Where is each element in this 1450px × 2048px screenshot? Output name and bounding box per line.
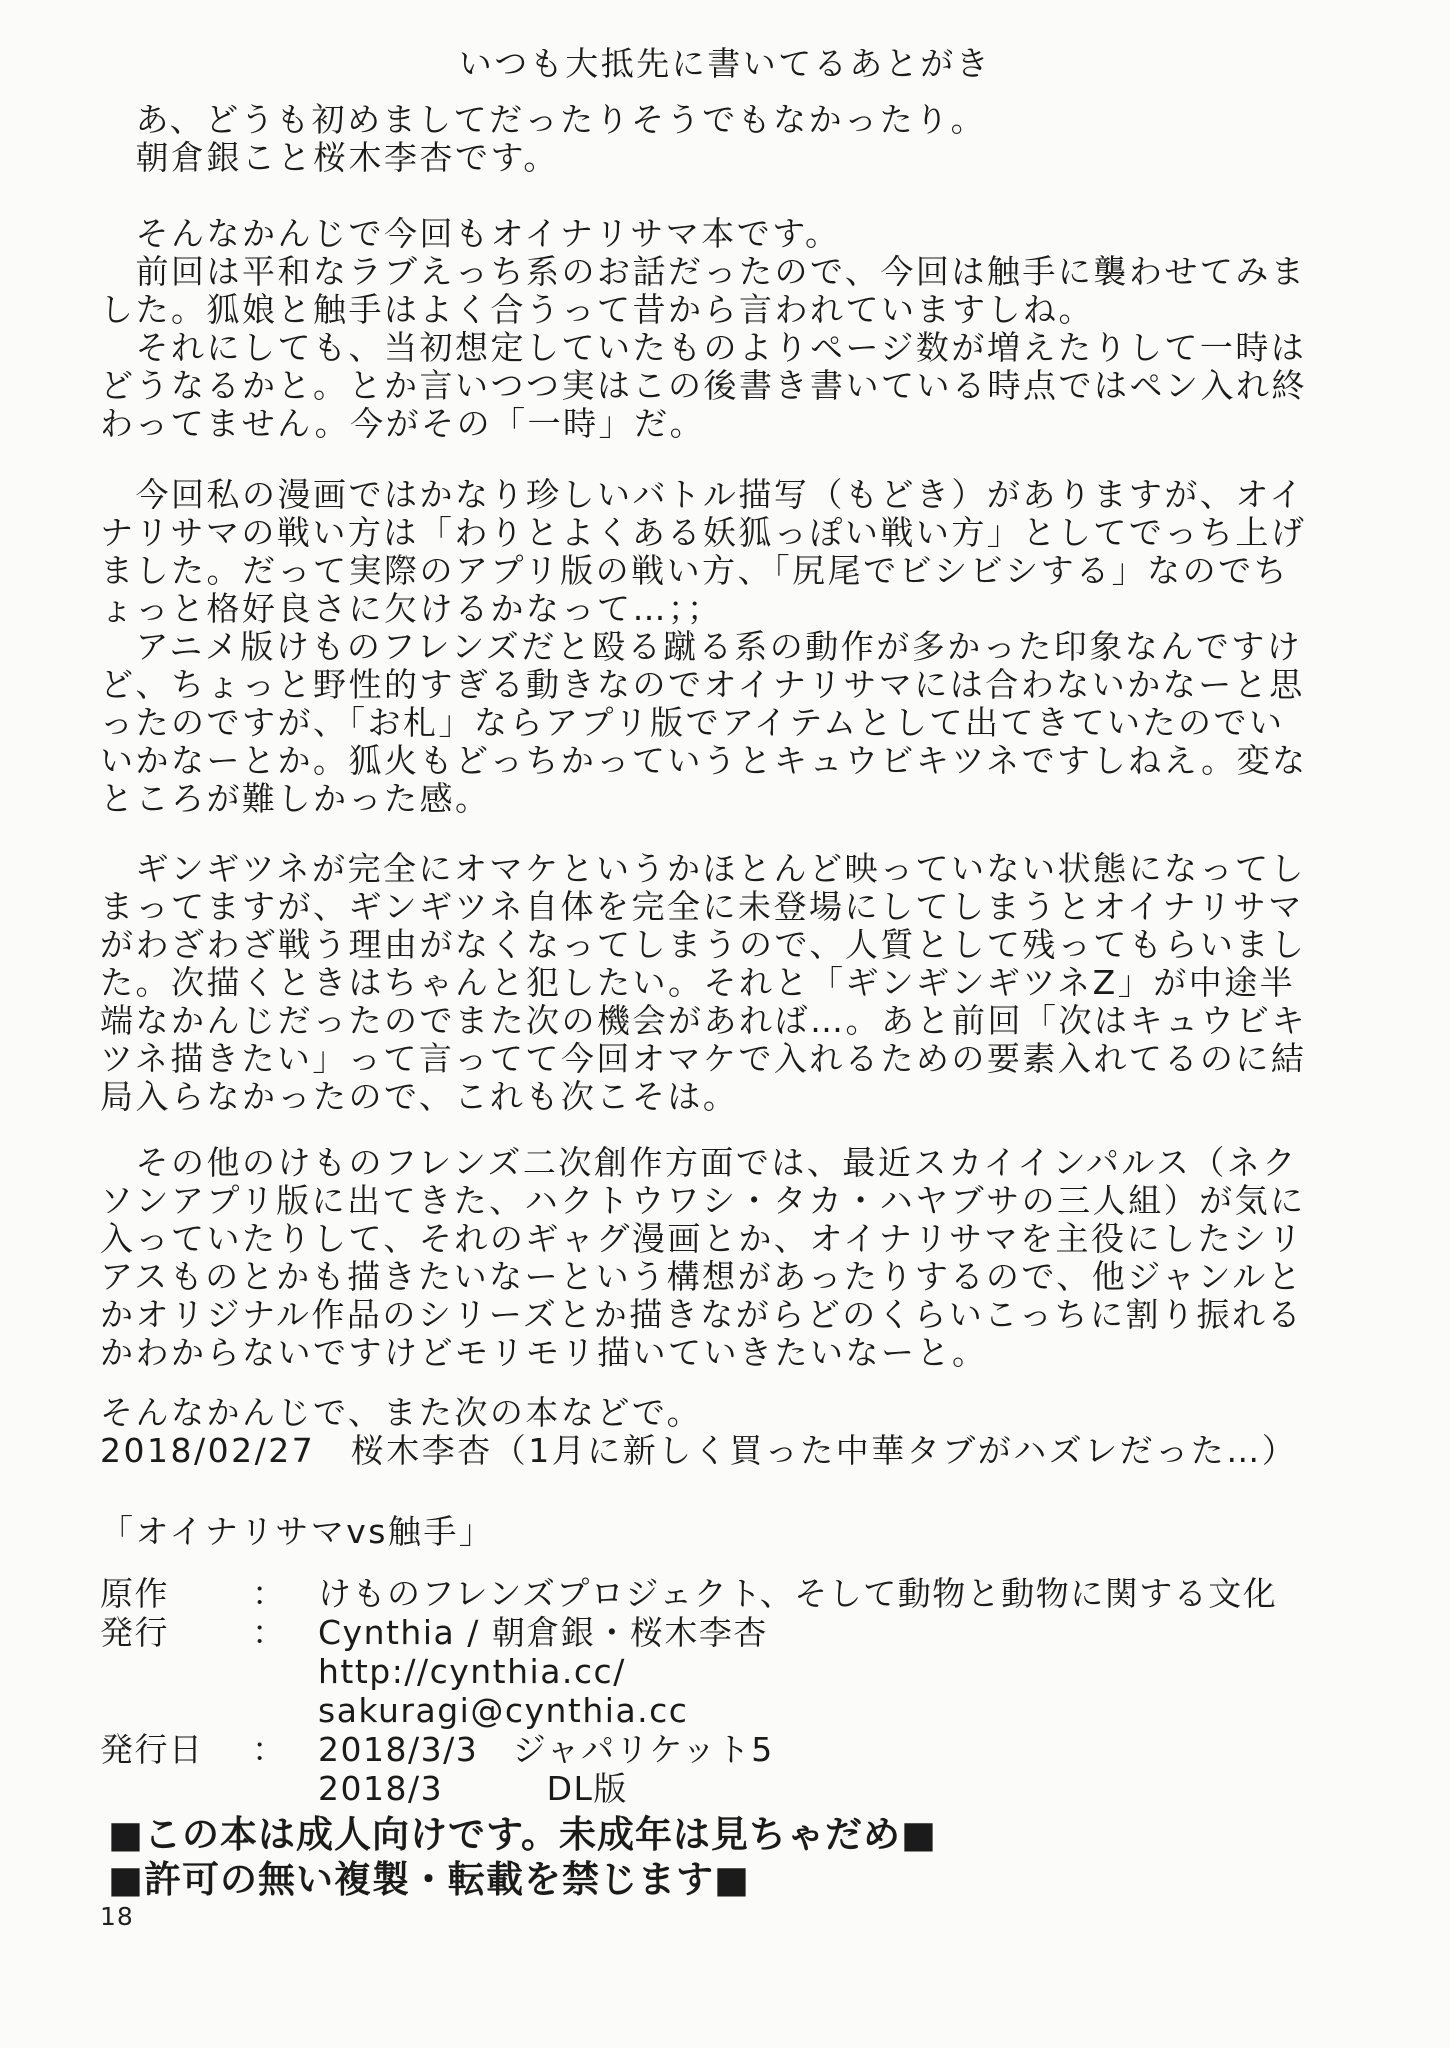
colophon-value: 2018/3/3 ジャパリケット5 — [318, 1730, 774, 1769]
paragraph-gingitsune — [100, 850, 1380, 1116]
text-line: どうなるかと。とか言いつつ実はこの後書き書いている時点ではペン入れ終 — [100, 366, 1307, 405]
colophon-label: 発行日 — [100, 1730, 204, 1769]
colophon-colon — [252, 1769, 318, 1808]
text-line: した。狐娘と触手はよく合うって昔から言われていますしね。 — [100, 290, 1094, 329]
text-line: あ、どうも初めましてだったりそうでもなかったり。 — [100, 100, 987, 139]
text-line: がわざわざ戦う理由がなくなってしまうので、人質として残ってもらいまし — [100, 925, 1307, 964]
page-title: いつも大抵先に書いてるあとがき — [458, 44, 992, 83]
text-line: そんなかんじで今回もオイナリサマ本です。 — [100, 214, 841, 253]
email-address: sakuragi@cynthia.cc — [318, 1691, 689, 1730]
paragraph-closing — [100, 1394, 1380, 1470]
colophon-label: 発行 — [100, 1613, 169, 1652]
text-line: ツネ描きたい」って言ってて今回オマケで入れるための要素入れてるのに結 — [100, 1039, 1307, 1078]
paragraph-future-plans — [100, 1144, 1380, 1372]
paragraph-book-intro — [100, 215, 1380, 443]
colophon-row-email — [100, 1691, 1380, 1730]
colophon-row-publication-date — [100, 1730, 1380, 1769]
colophon-label — [100, 1769, 252, 1808]
colophon-label: 原作 — [100, 1574, 169, 1613]
colophon-value: Cynthia / 朝倉銀・桜木李杏 — [318, 1613, 768, 1652]
text-line: ました。だって実際のアプリ版の戦い方、「尻尾でビシビシする」なのでち — [100, 551, 1290, 590]
paragraph-greeting — [100, 101, 1380, 177]
colophon-label — [100, 1691, 252, 1730]
paragraph-battle-notes — [100, 476, 1380, 818]
text-line: 端なかんじだったのでまた次の機会があれば…。あと前回「次はキュウビキ — [100, 1001, 1307, 1040]
text-line: いかなーとか。狐火もどっちかっていうとキュウビキツネですしねえ。変な — [100, 741, 1308, 780]
text-line: ところが難しかった感。 — [100, 779, 491, 818]
text-line: ナリサマの戦い方は「わりとよくある妖狐っぽい戦い方」としてでっち上げ — [100, 513, 1307, 552]
text-line: かわからないですけどモリモリ描いていきたいなーと。 — [100, 1333, 988, 1372]
colophon-value: けものフレンズプロジェクト、そして動物と動物に関する文化 — [318, 1574, 1278, 1613]
colophon-colon: ： — [252, 1730, 287, 1769]
colophon-colon — [252, 1652, 318, 1691]
text-line: 朝倉銀こと桜木李杏です。 — [100, 138, 559, 177]
colophon-value: 2018/3 DL版 — [318, 1769, 628, 1808]
text-line: わってません。今がその「一時」だ。 — [100, 404, 706, 443]
page-number: 18 — [100, 1902, 134, 1931]
text-line: それにしても、当初想定していたものよりページ数が増えたりして一時は — [100, 328, 1307, 367]
text-line: 前回は平和なラブえっち系のお話だったので、今回は触手に襲わせてみま — [100, 252, 1307, 291]
copyright-notice: ■許可の無い複製・転載を禁じます■ — [108, 1858, 750, 1901]
website-url: http://cynthia.cc/ — [318, 1652, 626, 1691]
text-line: アニメ版けものフレンズだと殴る蹴る系の動作が多かった印象なんですけ — [100, 627, 1303, 666]
closing-date-signature: 2018/02/27 桜木李杏（1月に新しく買った中華タブがハズレだった…） — [100, 1431, 1298, 1470]
text-line: かオリジナル作品のシリーズとか描きながらどのくらいこっちに割り振れる — [100, 1295, 1304, 1334]
text-line: 今回私の漫画ではかなり珍しいバトル描写（もどき）がありますが、オイ — [100, 475, 1305, 514]
text-line: た。次描くときはちゃんと犯したい。それと「ギンギンギツネZ」が中途半 — [100, 963, 1296, 1002]
colophon-colon: ： — [252, 1574, 287, 1613]
text-line: まってますが、ギンギツネ自体を完全に未登場にしてしまうとオイナリサマ — [100, 887, 1304, 926]
colophon-row-original-work — [100, 1574, 1380, 1613]
colophon-colon — [252, 1691, 318, 1730]
text-line: その他のけものフレンズ二次創作方面では、最近スカイインパルス（ネク — [100, 1143, 1298, 1182]
adult-warning-notice: ■この本は成人向けです。未成年は見ちゃだめ■ — [108, 1813, 937, 1856]
text-line: ソンアプリ版に出てきた、ハクトウワシ・タカ・ハヤブサの三人組）が気に — [100, 1181, 1306, 1220]
text-line: ど、ちょっと野性的すぎる動きなのでオイナリサマには合わないかなーと思 — [100, 665, 1305, 704]
text-line: そんなかんじで、また次の本などで。 — [100, 1393, 703, 1432]
colophon — [100, 1574, 1380, 1808]
colophon-label — [100, 1652, 252, 1691]
text-line: ょっと格好良さに欠けるかなって…；； — [100, 589, 723, 628]
colophon-row-publisher — [100, 1613, 1380, 1652]
colophon-row-dl-edition — [100, 1769, 1380, 1808]
colophon-colon: ： — [252, 1613, 287, 1652]
text-line: 入っていたりして、それのギャグ漫画とか、オイナリサマを主役にしたシリ — [100, 1219, 1305, 1258]
text-line: ったのですが、「お札」ならアプリ版でアイテムとして出てきていたのでい — [100, 703, 1285, 742]
book-title: 「オイナリサマvs触手」 — [100, 1512, 495, 1551]
text-line: アスものとかも描きたいなーという構想があったりするので、他ジャンルと — [100, 1257, 1304, 1296]
notices — [108, 1812, 1388, 1902]
colophon-row-website — [100, 1652, 1380, 1691]
text-line: 局入らなかったので、これも次こそは。 — [100, 1077, 739, 1116]
text-line: ギンギツネが完全にオマケというかほとんど映っていない状態になってし — [100, 849, 1307, 888]
